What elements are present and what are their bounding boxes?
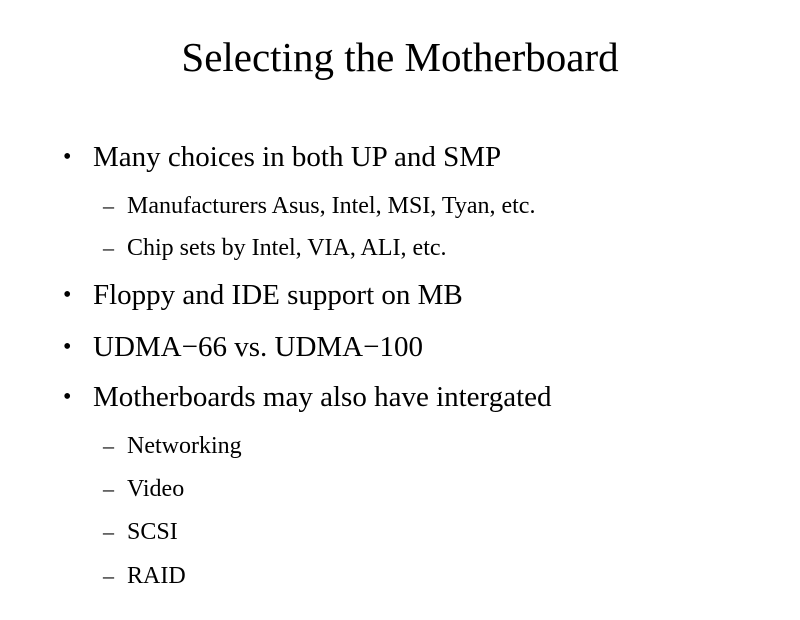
subitem-text: Networking [127,433,242,459]
subitem-manufacturers [103,191,535,221]
subitem-raid [103,561,186,591]
bullet-item-integrated [63,380,552,414]
bullet-item-floppy-ide [63,278,463,312]
subitem-text: Chip sets by Intel, VIA, ALI, etc. [127,235,447,261]
slide-title: Selecting the Motherboard [181,34,619,80]
bullet-icon: • [63,282,72,308]
dash-icon: – [103,193,114,218]
bullet-item-udma [63,330,423,364]
bullet-icon: • [63,384,72,410]
dash-icon: – [103,235,114,260]
subitem-text: SCSI [127,519,178,545]
dash-icon: – [103,519,114,544]
bullet-text: Floppy and IDE support on MB [93,279,463,311]
dash-icon: – [103,476,114,501]
bullet-text: UDMA−66 vs. UDMA−100 [93,331,423,363]
dash-icon: – [103,433,114,458]
bullet-text: Motherboards may also have intergated [93,381,552,413]
subitem-networking [103,431,242,461]
bullet-icon: • [63,334,72,360]
subitem-text: RAID [127,563,186,589]
bullet-item-choices [63,140,501,174]
bullet-icon: • [63,144,72,170]
subitem-chipsets [103,233,447,263]
subitem-text: Manufacturers Asus, Intel, MSI, Tyan, etc. [127,193,536,219]
subitem-scsi [103,517,178,547]
dash-icon: – [103,563,114,588]
subitem-video [103,474,184,504]
bullet-text: Many choices in both UP and SMP [93,141,502,173]
subitem-text: Video [127,476,185,502]
